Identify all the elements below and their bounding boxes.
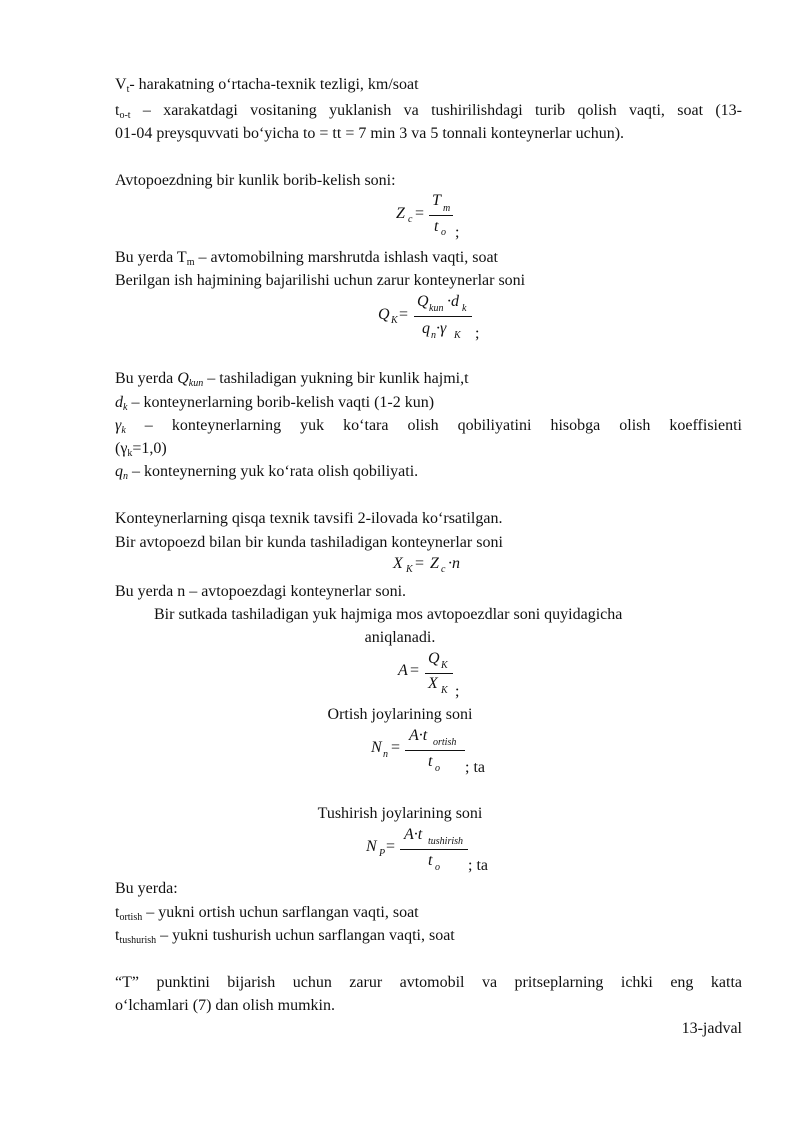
formula-numerator-factor-sub: k [462, 303, 467, 314]
konteyner-tavsif-line: Konteynerlarning qisqa texnik tavsifi 2-ilovada ko‘rsatilgan. [115, 510, 503, 527]
formula-equals: = [391, 739, 401, 756]
definition-prefix: (γ [115, 440, 128, 457]
subscript: o-t [119, 110, 131, 121]
subscript: tushurish [119, 935, 157, 946]
formula-numerator-factor: ·d [447, 293, 459, 310]
definition-vt [115, 75, 419, 95]
formula-rhs: Z [430, 555, 439, 572]
definition-text: – avtomobilning marshrutda ishlash vaqti, soat [194, 249, 498, 266]
symbol: t [115, 904, 120, 921]
formula-lhs: N [371, 739, 382, 756]
fraction-bar [425, 673, 453, 674]
formula-terminator: ; ta [465, 759, 485, 776]
definition-text: – konteynerning yuk ko‘rata olish qobiliyati. [128, 463, 419, 480]
tushirish-heading: Tushirish joylarining soni [317, 805, 483, 822]
formula-numerator-sub: m [443, 203, 451, 214]
subscript: kun [188, 378, 204, 389]
fraction-bar [400, 849, 468, 850]
fraction-bar [405, 750, 465, 751]
formula-denominator-sub: o [441, 227, 446, 238]
formula-denominator-factor-sub: K [454, 330, 461, 341]
subscript: k [127, 448, 133, 459]
formula-lhs-sub: n [383, 749, 388, 760]
bir-avtopoezd-heading: Bir avtopoezd bilan bir kunda tashiladigan konteynerlar soni [115, 534, 503, 551]
symbol: Q [177, 370, 189, 387]
definition-ttushurish [115, 926, 455, 946]
formula-denominator-sub: K [441, 685, 448, 696]
definition-text: – yukni tushurish uchun sarflangan vaqti, soat [156, 927, 455, 944]
definition-tot-continued: 01-04 preysquvvati bo‘yicha to = tt = 7 min 3 va 5 tonnali konteynerlar uchun). [115, 125, 625, 142]
avtopoezd-heading: Avtopoezdning bir kunlik borib-kelish soni: [115, 172, 396, 189]
formula-terminator: ; ta [468, 857, 488, 874]
formula-lhs: Q [378, 306, 390, 323]
formula-denominator-sub: o [435, 763, 440, 774]
avtopoezdlar-soni-heading: Bir sutkada tashiladigan yuk hajmiga mos avtopoezdlar soni quyidagicha [154, 606, 623, 623]
subscript: k [123, 402, 128, 413]
formula-numerator-sub: kun [429, 303, 444, 314]
formula-lhs-sub: K [406, 564, 413, 575]
t-point-paragraph-continued: o‘lchamlari (7) dan olish mumkin. [115, 997, 335, 1014]
definition-text: – konteynerlarning borib-kelish vaqti (1-2 kun) [127, 394, 435, 411]
formula-denominator-factor: ·γ [436, 320, 447, 337]
formula-lhs: X [393, 555, 403, 572]
formula-rhs-sub: c [441, 564, 446, 575]
formula-lhs-sub: c [408, 214, 413, 225]
symbol: t [115, 927, 120, 944]
definition-tortish [115, 903, 419, 923]
formula-equals: = [410, 662, 420, 679]
definition-text: – yukni ortish uchun sarflangan vaqti, soat [142, 904, 419, 921]
formula-numerator: Q [417, 293, 429, 310]
definition-tot [115, 101, 742, 121]
formula-rhs-factor: ·n [448, 555, 460, 572]
subscript: k [121, 425, 126, 436]
subscript: n [123, 471, 128, 482]
symbol: q [115, 463, 123, 480]
definition-n: Bu yerda n – avtopoezdagi konteynerlar soni. [115, 583, 407, 600]
definition-text: – konteynerlarning yuk ko‘tara olish qobiliyatini hisobga olish koeffisienti [125, 417, 742, 434]
symbol: t [115, 102, 120, 119]
ortish-heading: Ortish joylarining soni [327, 706, 473, 723]
formula-numerator: Q [428, 650, 440, 667]
formula-equals: = [415, 205, 425, 222]
symbol: γ [115, 417, 122, 434]
formula-lhs-sub: K [391, 315, 398, 326]
formula-numerator: A·t [404, 826, 423, 843]
formula-lhs-sub: P [379, 848, 386, 859]
subscript: m [186, 257, 195, 268]
formula-terminator: ; [475, 325, 480, 342]
symbol: d [115, 394, 123, 411]
definition-gamma [115, 416, 742, 436]
formula-lhs: A [398, 662, 408, 679]
formula-denominator: X [428, 675, 438, 692]
definition-gamma-value [115, 439, 167, 459]
formula-terminator: ; [455, 683, 460, 700]
formula-numerator-sub: ortish [433, 737, 457, 748]
definition-qkun [115, 369, 469, 389]
formula-denominator: t [428, 753, 433, 770]
definition-qn [115, 462, 418, 482]
formula-equals: = [399, 306, 409, 323]
subscript: ortish [119, 912, 143, 923]
formula-denominator: t [428, 852, 433, 869]
definition-text: =1,0) [132, 440, 167, 457]
bu-yerda-label: Bu yerda: [115, 880, 178, 897]
formula-denominator-sub: n [431, 330, 436, 341]
definition-tm [115, 248, 498, 268]
formula-denominator-sub: o [435, 862, 440, 873]
definition-prefix: Bu yerda [115, 370, 178, 387]
formula-terminator: ; [455, 224, 460, 241]
fraction-bar [414, 316, 472, 317]
formula-lhs: N [366, 838, 377, 855]
definition-prefix: Bu yerda T [115, 249, 187, 266]
subscript: t [126, 84, 130, 95]
formula-numerator-sub: tushirish [428, 836, 464, 847]
formula-denominator: q [422, 320, 430, 337]
t-point-paragraph: “T” punktini bijarish uchun zarur avtomobil va pritseplarning ichki eng katta [115, 974, 742, 991]
formula-numerator: T [432, 192, 441, 209]
definition-dk [115, 393, 434, 413]
formula-equals: = [386, 838, 396, 855]
avtopoezdlar-soni-heading-continued: aniqlanadi. [364, 629, 436, 646]
formula-equals: = [415, 555, 425, 572]
symbol: V [115, 76, 127, 93]
konteynerlar-soni-heading: Berilgan ish hajmining bajarilishi uchun zarur konteynerlar soni [115, 272, 526, 289]
definition-text: – xarakatdagi vositaning yuklanish va tushirilishdagi turib qolish vaqti, soat (13- [130, 102, 742, 119]
definition-text: - harakatning o‘rtacha-texnik tezligi, km/soat [129, 76, 419, 93]
table-caption: 13-jadval [681, 1020, 742, 1037]
formula-denominator: t [434, 218, 439, 235]
fraction-bar [429, 215, 453, 216]
definition-text: – tashiladigan yukning bir kunlik hajmi,t [203, 370, 469, 387]
formula-lhs: Z [396, 205, 405, 222]
formula-numerator-sub: K [441, 660, 448, 671]
formula-numerator: A·t [409, 727, 428, 744]
